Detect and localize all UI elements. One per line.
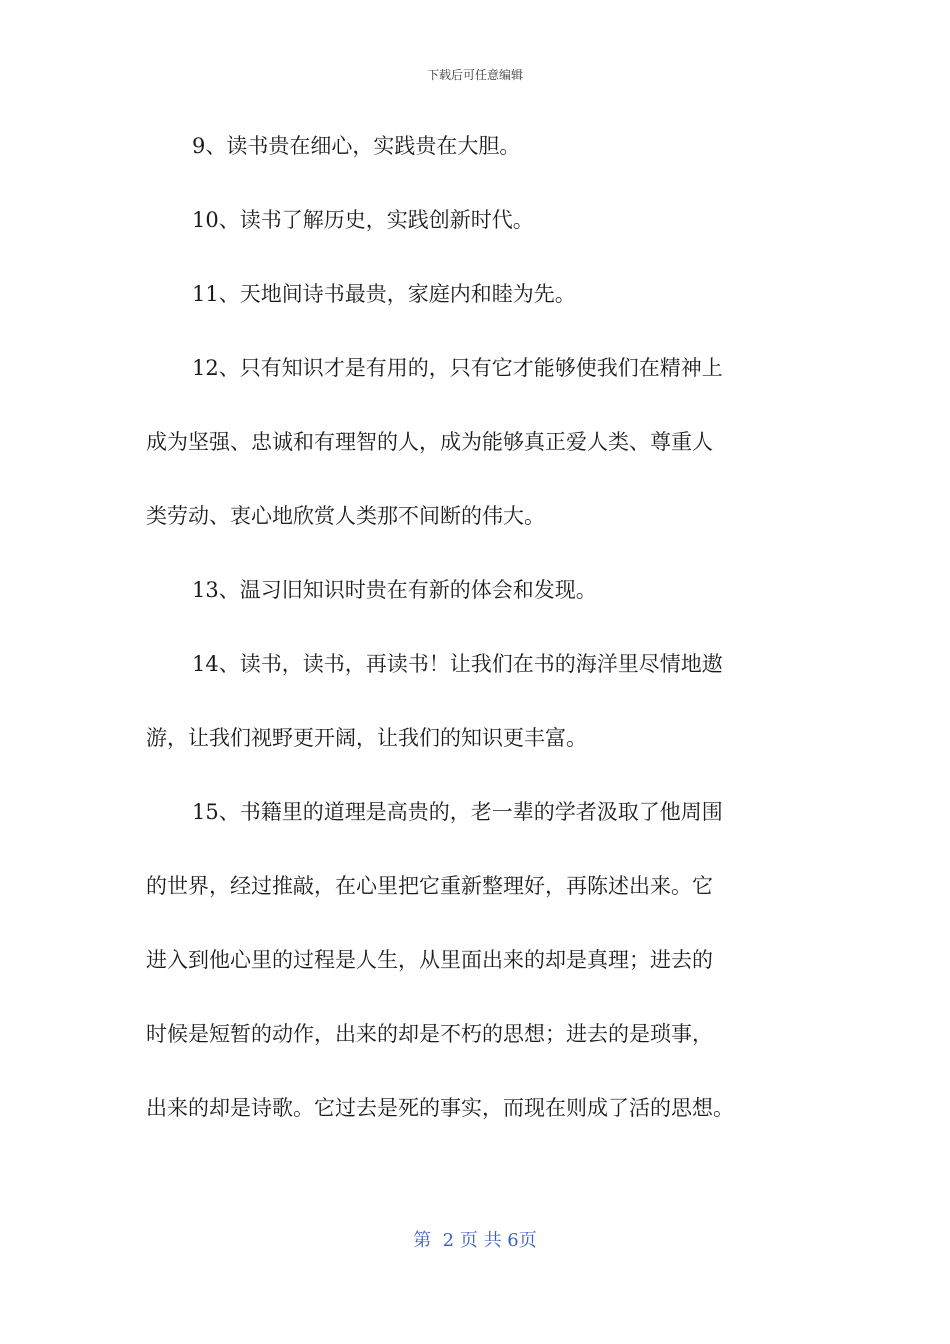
paragraph-12-line-1: 12、只有知识才是有用的，只有它才能够使我们在精神上	[192, 356, 723, 380]
paragraph-9-line-1: 9、读书贵在细心，实践贵在大胆。	[192, 134, 521, 158]
paragraph-14-line-1: 14、读书，读书，再读书！让我们在书的海洋里尽情地遨	[192, 652, 723, 676]
page-header: 下载后可任意编辑	[426, 68, 523, 82]
paragraph-10-line-1: 10、读书了解历史，实践创新时代。	[192, 208, 534, 232]
page-footer: 第 2 页 共 6页	[413, 1230, 537, 1251]
paragraph-12-line-2: 成为坚强、忠诚和有理智的人，成为能够真正爱人类、尊重人	[146, 430, 713, 454]
paragraph-13-line-1: 13、温习旧知识时贵在有新的体会和发现。	[192, 578, 597, 602]
paragraph-14-line-2: 游，让我们视野更开阔，让我们的知识更丰富。	[146, 726, 587, 750]
paragraph-15-line-4: 时候是短暂的动作，出来的却是不朽的思想；进去的是琐事，	[146, 1022, 713, 1046]
paragraph-15-line-1: 15、书籍里的道理是高贵的，老一辈的学者汲取了他周围	[192, 800, 723, 824]
paragraph-15-line-2: 的世界，经过推敲，在心里把它重新整理好，再陈述出来。它	[146, 874, 713, 898]
document-body	[146, 128, 806, 1164]
paragraph-15-line-5: 出来的却是诗歌。它过去是死的事实，而现在则成了活的思想。	[146, 1096, 734, 1120]
paragraph-15-line-3: 进入到他心里的过程是人生，从里面出来的却是真理；进去的	[146, 948, 713, 972]
paragraph-11-line-1: 11、天地间诗书最贵，家庭内和睦为先。	[192, 282, 576, 306]
paragraph-12-line-3: 类劳动、衷心地欣赏人类那不间断的伟大。	[146, 504, 545, 528]
